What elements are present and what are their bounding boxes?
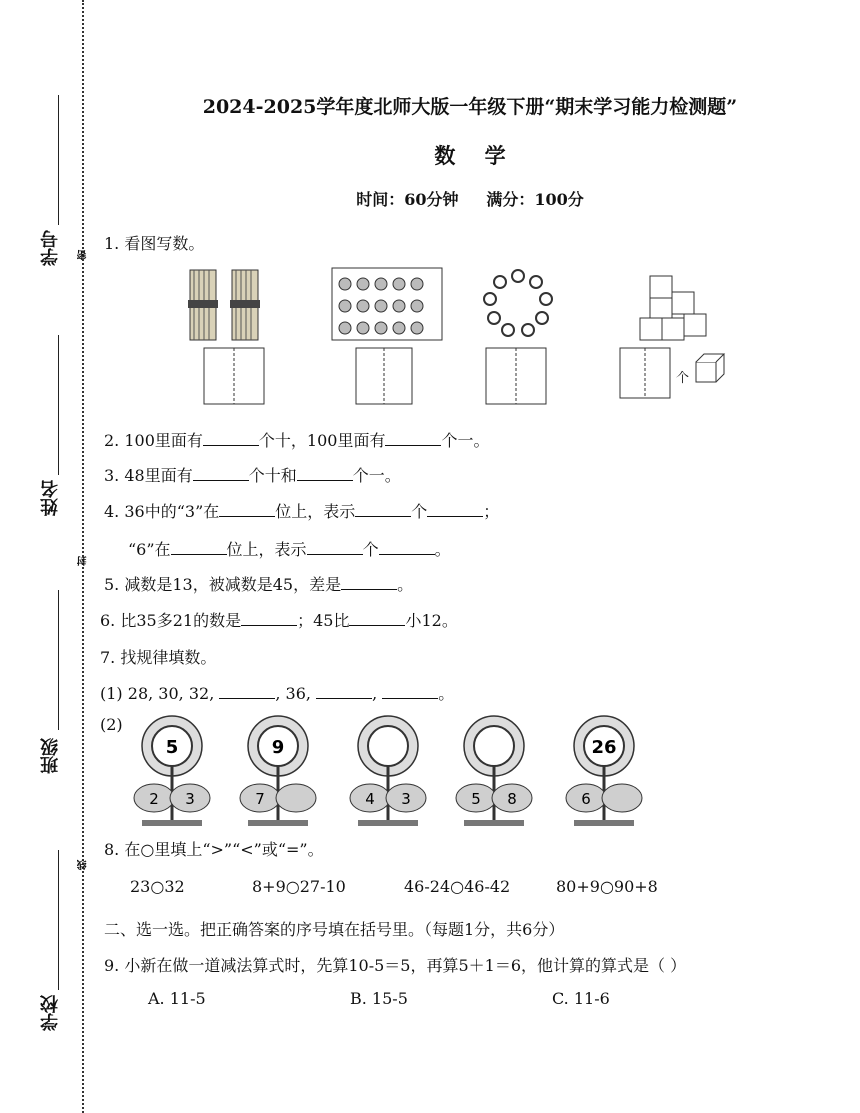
q4-text-c: 个	[411, 502, 428, 521]
question-7-part-1	[100, 681, 454, 704]
q2-blank-1[interactable]	[203, 431, 259, 446]
q7-p1-nums: 28, 30, 32,	[127, 684, 215, 703]
flower-1-top: 5	[165, 737, 179, 758]
seal-mark-1: 密	[78, 250, 89, 260]
question-3	[104, 463, 401, 486]
flower-5	[566, 716, 642, 826]
flower-4	[456, 716, 532, 826]
q3-blank-2[interactable]	[297, 466, 353, 481]
q7-blank-2[interactable]	[316, 684, 372, 699]
flower-2	[240, 716, 316, 826]
q4-blank-5[interactable]	[307, 540, 363, 555]
svg-text:个: 个	[676, 371, 690, 386]
q7-p1-label: (1)	[100, 684, 123, 703]
flower-5-top: 26	[591, 737, 617, 758]
q1-pictures	[180, 266, 740, 408]
q3-text-a: 3. 48里面有	[104, 466, 193, 485]
flower-1	[134, 716, 210, 826]
q8-item-2[interactable]: 8+9○27-10	[252, 877, 346, 896]
flower-3-right: 3	[401, 790, 411, 808]
cube-stack-icon	[640, 276, 724, 386]
flower-4-right: 8	[507, 790, 517, 808]
q4-text-g: 个	[362, 540, 379, 559]
margin-label-student-id: 学号	[40, 230, 61, 266]
q9-option-c[interactable]: C. 11-6	[552, 989, 610, 1008]
q4-text-e: “6”在	[128, 540, 171, 559]
flower-3	[350, 716, 426, 826]
flower-1-left: 2	[149, 790, 159, 808]
q2-text-a: 2. 100里面有	[104, 431, 203, 450]
flower-2-top: 9	[271, 737, 285, 758]
q6-text-a: 6. 比35多21的数是	[100, 611, 242, 630]
q7-p1-end: 。	[438, 684, 455, 703]
question-4-line-2	[128, 537, 451, 560]
question-6	[100, 608, 458, 631]
q3-blank-1[interactable]	[193, 466, 249, 481]
exam-info: 时间：60分钟 满分：100分	[356, 190, 584, 209]
q8-item-4[interactable]: 80+9○90+8	[556, 877, 658, 896]
q4-blank-3[interactable]	[427, 502, 483, 517]
question-4-line-1	[104, 499, 499, 522]
question-2	[104, 428, 489, 451]
droplet-icons	[332, 268, 442, 340]
margin-label-school: 学校	[40, 995, 61, 1031]
q5-text-a: 5. 减数是13，被减数是45，差是	[104, 575, 342, 594]
flower-1-right: 3	[185, 790, 195, 808]
seal-mark-2: 封	[78, 556, 89, 566]
q4-blank-4[interactable]	[171, 540, 227, 555]
stick-bundle-icon	[188, 270, 260, 340]
section-2-heading: 二、选一选。把正确答案的序号填在括号里。（每题1分，共6分）	[104, 920, 565, 939]
q4-blank-1[interactable]	[219, 502, 275, 517]
q7-p2-label: (2)	[100, 715, 123, 734]
q8-item-1[interactable]: 23○32	[130, 877, 185, 896]
margin-label-class: 班级	[40, 738, 61, 774]
margin-underline-2	[58, 335, 59, 475]
margin-underline-3	[58, 590, 59, 730]
q6-blank-1[interactable]	[241, 611, 297, 626]
q7-p1-mid: , 36,	[275, 684, 311, 703]
q4-text-d: ；	[483, 502, 500, 521]
q4-blank-6[interactable]	[379, 540, 435, 555]
q7-blank-1[interactable]	[219, 684, 275, 699]
question-5	[104, 572, 413, 595]
q6-blank-2[interactable]	[349, 611, 405, 626]
flower-4-left: 5	[471, 790, 481, 808]
question-7: 7. 找规律填数。	[100, 648, 217, 667]
q6-text-b: ；45比	[297, 611, 350, 630]
flower-sequence	[132, 712, 662, 834]
q2-text-c: 个一。	[441, 431, 490, 450]
q4-text-a: 4. 36中的“3”在	[104, 502, 220, 521]
q3-text-c: 个一。	[352, 466, 401, 485]
q4-text-f: 位上，表示	[226, 540, 307, 559]
question-1: 1. 看图写数。	[104, 234, 205, 253]
q7-blank-3[interactable]	[382, 684, 438, 699]
q5-text-b: 。	[397, 575, 414, 594]
margin-label-name: 姓名	[40, 480, 61, 516]
q7-p1-sep: ,	[372, 684, 378, 703]
subject-title: 数 学	[434, 143, 506, 168]
margin-underline-4	[58, 850, 59, 990]
q2-text-b: 个十，100里面有	[258, 431, 386, 450]
q8-item-3[interactable]: 46-24○46-42	[404, 877, 511, 896]
q4-blank-2[interactable]	[355, 502, 411, 517]
q4-text-b: 位上，表示	[275, 502, 356, 521]
q6-text-c: 小12。	[405, 611, 458, 630]
q9-option-a[interactable]: A. 11-5	[148, 989, 206, 1008]
seal-mark-3: 线	[78, 860, 89, 870]
q9-option-b[interactable]: B. 15-5	[350, 989, 408, 1008]
q5-blank-1[interactable]	[341, 575, 397, 590]
q4-text-h: 。	[434, 540, 451, 559]
q3-text-b: 个十和	[248, 466, 297, 485]
flower-5-left: 6	[581, 790, 591, 808]
q2-blank-2[interactable]	[385, 431, 441, 446]
question-8: 8. 在○里填上“>”“<”或“=”。	[104, 840, 324, 859]
question-9: 9. 小新在做一道减法算式时，先算10-5＝5，再算5＋1＝6，他计算的算式是（ ）	[104, 956, 687, 975]
margin-underline-1	[58, 95, 59, 225]
exam-title: 2024-2025学年度北师大版一年级下册“期末学习能力检测题”	[202, 96, 738, 118]
flower-2-left: 7	[255, 790, 265, 808]
flower-3-left: 4	[365, 790, 375, 808]
bead-ring-icon	[484, 270, 552, 336]
place-value-box	[204, 348, 670, 404]
